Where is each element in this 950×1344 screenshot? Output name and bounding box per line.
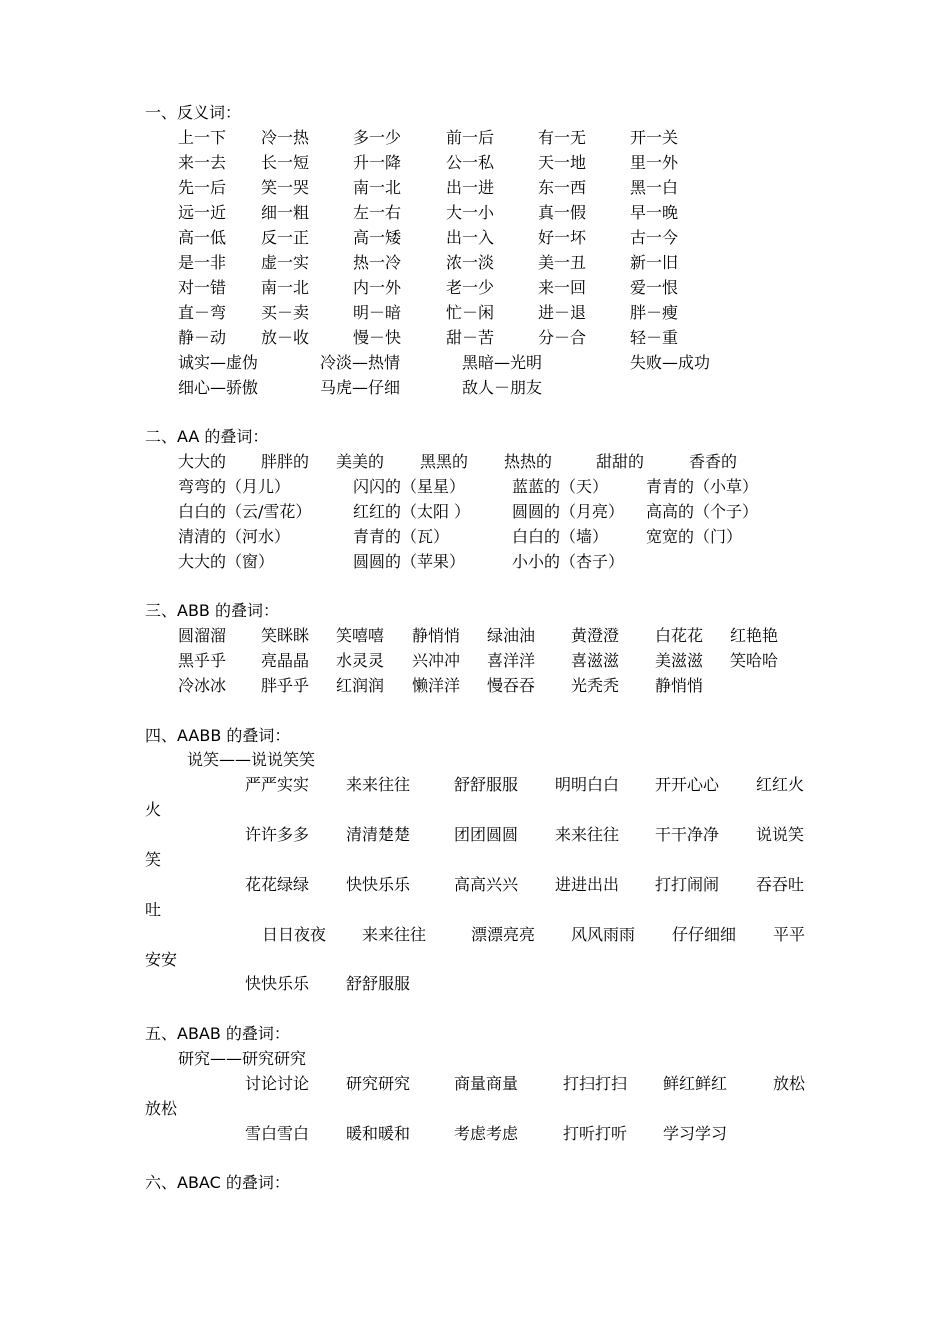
word-item: 水灵灵 <box>336 651 385 670</box>
word-item: 古一今 <box>630 228 679 247</box>
word-item: 舒舒服服 <box>454 775 519 794</box>
word-item: 高高的（个子） <box>646 502 759 521</box>
word-item: 静悄悄 <box>655 676 704 695</box>
word-item: 明明白白 <box>555 775 620 794</box>
word-item: 上一下 <box>178 128 227 147</box>
word-item: 红艳艳 <box>730 626 779 645</box>
word-item: 直－弯 <box>178 303 227 322</box>
word-item: 红红的（太阳 ） <box>353 502 471 521</box>
word-item: 绿油油 <box>487 626 536 645</box>
word-item: 内一外 <box>353 278 402 297</box>
word-item: 考虑考虑 <box>454 1124 519 1143</box>
word-item: 喜洋洋 <box>487 651 536 670</box>
antonym-row <box>0 226 950 250</box>
aabb-row <box>0 972 950 996</box>
word-item: 冷一热 <box>261 128 310 147</box>
word-item: 细心—骄傲 <box>178 378 259 397</box>
word-item: 清清的（河水） <box>178 527 291 546</box>
word-item: 来来往往 <box>555 825 620 844</box>
antonym-row <box>0 376 950 400</box>
antonym-row <box>0 351 950 375</box>
word-item: 老一少 <box>446 278 495 297</box>
word-item: 好一坏 <box>538 228 587 247</box>
word-item: 红润润 <box>336 676 385 695</box>
word-item: 进进出出 <box>555 875 620 894</box>
word-item: 明－暗 <box>353 303 402 322</box>
word-item: 出一进 <box>446 178 495 197</box>
word-item: 慢吞吞 <box>487 676 536 695</box>
word-item: 日日夜夜 <box>262 925 327 944</box>
word-item: 快快乐乐 <box>245 974 310 993</box>
word-item: 讨论讨论 <box>245 1074 310 1093</box>
aa-row <box>0 525 950 549</box>
word-item: 平平 <box>773 925 806 944</box>
word-item: 分－合 <box>538 328 587 347</box>
section-1-title: 一、反义词： <box>145 103 242 122</box>
word-item: 青青的（小草） <box>646 477 759 496</box>
word-item: 打听打听 <box>563 1124 628 1143</box>
antonym-row <box>0 301 950 325</box>
word-item: 长一短 <box>261 153 310 172</box>
aabb-row <box>0 773 950 797</box>
word-item: 笑嘻嘻 <box>336 626 385 645</box>
word-item: 雪白雪白 <box>245 1124 310 1143</box>
word-item: 懒洋洋 <box>412 676 461 695</box>
abab-row-wrap: 放松 <box>145 1099 178 1118</box>
word-item: 漂漂亮亮 <box>471 925 536 944</box>
word-item: 鲜红鲜红 <box>663 1074 728 1093</box>
antonym-row <box>0 201 950 225</box>
word-item: 圆溜溜 <box>178 626 227 645</box>
antonym-row <box>0 326 950 350</box>
word-item: 黑黑的 <box>420 452 469 471</box>
word-item: 小小的（杏子） <box>512 552 625 571</box>
word-item: 冷淡—热情 <box>320 353 401 372</box>
aabb-row-wrap: 火 <box>145 800 162 819</box>
word-item: 高一低 <box>178 228 227 247</box>
word-item: 笑哈哈 <box>730 651 779 670</box>
word-item: 轻－重 <box>630 328 679 347</box>
word-item: 细一粗 <box>261 203 310 222</box>
word-item: 清清楚楚 <box>346 825 411 844</box>
word-item: 忙－闲 <box>446 303 495 322</box>
word-item: 白白的（云/雪花） <box>178 502 312 521</box>
section-4-example: 说笑——说说笑笑 <box>187 750 316 769</box>
word-item: 慢－快 <box>353 328 402 347</box>
word-item: 来一回 <box>538 278 587 297</box>
word-item: 干干净净 <box>655 825 720 844</box>
word-item: 来来往往 <box>362 925 427 944</box>
word-item: 放－收 <box>261 328 310 347</box>
word-item: 弯弯的（月儿） <box>178 477 291 496</box>
word-item: 甜甜的 <box>596 452 645 471</box>
word-item: 热一冷 <box>353 253 402 272</box>
antonym-row <box>0 126 950 150</box>
word-item: 美美的 <box>336 452 385 471</box>
word-item: 打打闹闹 <box>655 875 720 894</box>
abb-row <box>0 624 950 648</box>
word-item: 黑乎乎 <box>178 651 227 670</box>
antonym-row <box>0 276 950 300</box>
section-3-title: 三、ABB 的叠词： <box>145 601 279 620</box>
word-item: 团团圆圆 <box>454 825 519 844</box>
word-item: 大一小 <box>446 203 495 222</box>
word-item: 商量商量 <box>454 1074 519 1093</box>
word-item: 说说笑 <box>756 825 805 844</box>
word-item: 反一正 <box>261 228 310 247</box>
word-item: 南一北 <box>353 178 402 197</box>
word-item: 胖－瘦 <box>630 303 679 322</box>
aabb-row <box>0 873 950 897</box>
word-item: 胖胖的 <box>261 452 310 471</box>
abab-row <box>0 1072 950 1096</box>
word-item: 大大的（窗） <box>178 552 275 571</box>
word-item: 红红火 <box>756 775 805 794</box>
word-item: 快快乐乐 <box>346 875 411 894</box>
word-item: 暖和暖和 <box>346 1124 411 1143</box>
word-item: 高一矮 <box>353 228 402 247</box>
word-item: 马虎—仔细 <box>320 378 401 397</box>
section-6-title: 六、ABAC 的叠词： <box>145 1173 290 1192</box>
word-item: 喜滋滋 <box>571 651 620 670</box>
word-item: 高高兴兴 <box>454 875 519 894</box>
word-item: 美一丑 <box>538 253 587 272</box>
section-2-title: 二、AA 的叠词： <box>145 427 269 446</box>
aabb-row-wrap: 安安 <box>145 950 178 969</box>
word-item: 真一假 <box>538 203 587 222</box>
word-item: 浓一淡 <box>446 253 495 272</box>
word-item: 白白的（墙） <box>512 527 609 546</box>
word-item: 胖乎乎 <box>261 676 310 695</box>
word-item: 学习学习 <box>663 1124 728 1143</box>
word-item: 前一后 <box>446 128 495 147</box>
word-item: 蓝蓝的（天） <box>512 477 609 496</box>
word-item: 黑一白 <box>630 178 679 197</box>
word-item: 大大的 <box>178 452 227 471</box>
word-item: 远一近 <box>178 203 227 222</box>
word-item: 是一非 <box>178 253 227 272</box>
word-item: 对一错 <box>178 278 227 297</box>
word-item: 早一晚 <box>630 203 679 222</box>
word-item: 开一关 <box>630 128 679 147</box>
word-item: 白花花 <box>655 626 704 645</box>
word-item: 升一降 <box>353 153 402 172</box>
word-item: 打扫打扫 <box>563 1074 628 1093</box>
aa-row <box>0 500 950 524</box>
aabb-row-wrap: 吐 <box>145 900 162 919</box>
word-item: 开开心心 <box>655 775 720 794</box>
word-item: 严严实实 <box>245 775 310 794</box>
word-item: 来一去 <box>178 153 227 172</box>
word-item: 圆圆的（月亮） <box>512 502 625 521</box>
word-item: 光秃秃 <box>571 676 620 695</box>
word-item: 热热的 <box>504 452 553 471</box>
aabb-row-wrap: 笑 <box>145 850 162 869</box>
word-item: 笑一哭 <box>261 178 310 197</box>
word-item: 敌人－朋友 <box>462 378 543 397</box>
word-item: 新一旧 <box>630 253 679 272</box>
word-item: 花花绿绿 <box>245 875 310 894</box>
word-item: 美滋滋 <box>655 651 704 670</box>
section-4-title: 四、AABB 的叠词： <box>145 726 291 745</box>
word-item: 南一北 <box>261 278 310 297</box>
word-item: 吞吞吐 <box>756 875 805 894</box>
word-item: 公一私 <box>446 153 495 172</box>
word-item: 冷冰冰 <box>178 676 227 695</box>
antonym-row <box>0 151 950 175</box>
word-item: 青青的（瓦） <box>353 527 450 546</box>
word-item: 多一少 <box>353 128 402 147</box>
word-item: 买－卖 <box>261 303 310 322</box>
word-item: 香香的 <box>689 452 738 471</box>
section-5-example: 研究——研究研究 <box>178 1049 307 1068</box>
word-item: 亮晶晶 <box>261 651 310 670</box>
word-item: 黄澄澄 <box>571 626 620 645</box>
word-item: 先一后 <box>178 178 227 197</box>
aabb-row <box>0 823 950 847</box>
word-item: 东一西 <box>538 178 587 197</box>
word-item: 爱一恨 <box>630 278 679 297</box>
word-item: 天一地 <box>538 153 587 172</box>
word-item: 舒舒服服 <box>346 974 411 993</box>
word-item: 宽宽的（门） <box>646 527 743 546</box>
word-item: 圆圆的（苹果） <box>353 552 466 571</box>
word-item: 有一无 <box>538 128 587 147</box>
word-item: 来来往往 <box>346 775 411 794</box>
word-item: 虚一实 <box>261 253 310 272</box>
word-item: 失败—成功 <box>630 353 711 372</box>
word-item: 进－退 <box>538 303 587 322</box>
aa-row <box>0 475 950 499</box>
word-item: 笑眯眯 <box>261 626 310 645</box>
word-item: 黑暗—光明 <box>462 353 543 372</box>
aabb-row <box>0 923 950 947</box>
aa-row <box>0 450 950 474</box>
word-item: 仔仔细细 <box>672 925 737 944</box>
word-item: 风风雨雨 <box>571 925 636 944</box>
aa-row <box>0 550 950 574</box>
word-item: 研究研究 <box>346 1074 411 1093</box>
word-item: 许许多多 <box>245 825 310 844</box>
antonym-row <box>0 251 950 275</box>
word-item: 诚实—虚伪 <box>178 353 259 372</box>
word-item: 静－动 <box>178 328 227 347</box>
abb-row <box>0 674 950 698</box>
antonym-row <box>0 176 950 200</box>
word-item: 闪闪的（星星） <box>353 477 466 496</box>
word-item: 左一右 <box>353 203 402 222</box>
word-item: 出一入 <box>446 228 495 247</box>
word-item: 静悄悄 <box>412 626 461 645</box>
word-item: 甜－苦 <box>446 328 495 347</box>
word-item: 兴冲冲 <box>412 651 461 670</box>
section-5-title: 五、ABAB 的叠词： <box>145 1024 290 1043</box>
abab-row <box>0 1122 950 1146</box>
word-item: 里一外 <box>630 153 679 172</box>
abb-row <box>0 649 950 673</box>
word-item: 放松 <box>773 1074 806 1093</box>
